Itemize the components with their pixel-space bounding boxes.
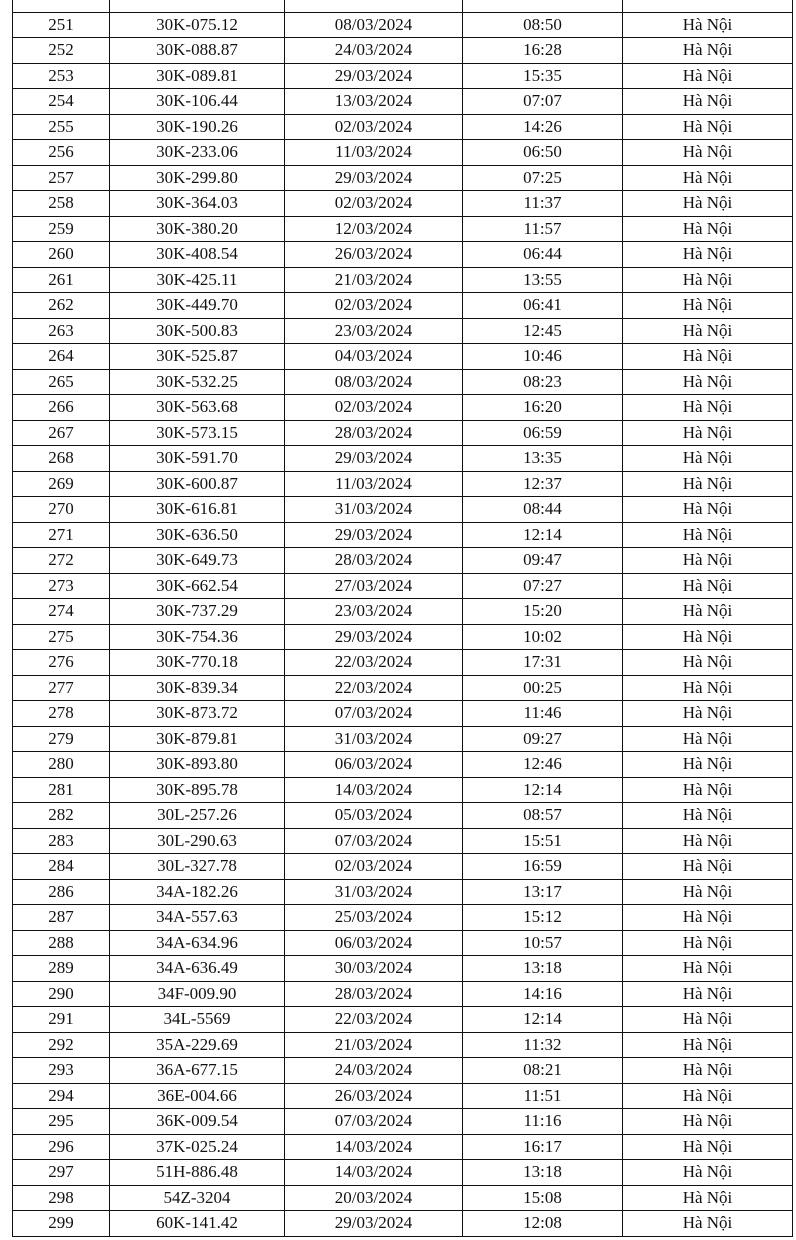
cell-location: Hà Nội: [623, 1211, 793, 1237]
table-row: [13, 675, 793, 701]
cell-location: Hà Nội: [623, 293, 793, 319]
cell-plate: 30L-327.78: [110, 854, 285, 880]
cell-plate: 30L-290.63: [110, 828, 285, 854]
table-row: [13, 956, 793, 982]
cell-plate: 30K-532.25: [110, 369, 285, 395]
cell-location: Hà Nội: [623, 879, 793, 905]
cell-stt: 265: [13, 369, 110, 395]
cell-empty: [13, 0, 110, 12]
cell-plate: 30K-839.34: [110, 675, 285, 701]
cell-location: Hà Nội: [623, 522, 793, 548]
cell-date: 29/03/2024: [285, 446, 463, 472]
cell-plate: 30K-088.87: [110, 38, 285, 64]
table-row: [13, 242, 793, 268]
cell-time: 16:59: [463, 854, 623, 880]
cell-stt: 282: [13, 803, 110, 829]
cell-location: Hà Nội: [623, 1007, 793, 1033]
cell-stt: 279: [13, 726, 110, 752]
cell-stt: 252: [13, 38, 110, 64]
cell-time: 14:16: [463, 981, 623, 1007]
cell-date: 29/03/2024: [285, 165, 463, 191]
cell-location: Hà Nội: [623, 1109, 793, 1135]
cell-location: Hà Nội: [623, 114, 793, 140]
table-row: [13, 522, 793, 548]
cell-date: 08/03/2024: [285, 12, 463, 38]
cell-time: 09:27: [463, 726, 623, 752]
cell-date: 21/03/2024: [285, 1032, 463, 1058]
cell-plate: 54Z-3204: [110, 1185, 285, 1211]
table-row: [13, 216, 793, 242]
cell-empty: [463, 0, 623, 12]
cell-stt: 277: [13, 675, 110, 701]
cell-plate: 30K-364.03: [110, 191, 285, 217]
cell-location: Hà Nội: [623, 165, 793, 191]
cell-date: 26/03/2024: [285, 242, 463, 268]
cell-stt: 295: [13, 1109, 110, 1135]
cell-stt: 280: [13, 752, 110, 778]
cell-stt: 276: [13, 650, 110, 676]
cell-date: 02/03/2024: [285, 293, 463, 319]
cell-date: 14/03/2024: [285, 777, 463, 803]
cell-location: Hà Nội: [623, 650, 793, 676]
cell-time: 00:25: [463, 675, 623, 701]
cell-plate: 30K-500.83: [110, 318, 285, 344]
cell-time: 10:02: [463, 624, 623, 650]
table-row: [13, 89, 793, 115]
cell-date: 22/03/2024: [285, 650, 463, 676]
cell-date: 27/03/2024: [285, 573, 463, 599]
table-row: [13, 599, 793, 625]
cell-date: 31/03/2024: [285, 497, 463, 523]
cell-date: 23/03/2024: [285, 599, 463, 625]
cell-plate: 36K-009.54: [110, 1109, 285, 1135]
cell-time: 17:31: [463, 650, 623, 676]
cell-plate: 30K-233.06: [110, 140, 285, 166]
cell-plate: 36E-004.66: [110, 1083, 285, 1109]
cell-date: 12/03/2024: [285, 216, 463, 242]
cell-plate: 30K-591.70: [110, 446, 285, 472]
cell-date: 08/03/2024: [285, 369, 463, 395]
cell-stt: 298: [13, 1185, 110, 1211]
cell-date: 02/03/2024: [285, 854, 463, 880]
cell-stt: 255: [13, 114, 110, 140]
cell-plate: 30K-895.78: [110, 777, 285, 803]
cell-date: 26/03/2024: [285, 1083, 463, 1109]
cell-plate: 37K-025.24: [110, 1134, 285, 1160]
cell-date: 02/03/2024: [285, 191, 463, 217]
cell-date: 02/03/2024: [285, 114, 463, 140]
cell-time: 09:47: [463, 548, 623, 574]
cell-time: 08:50: [463, 12, 623, 38]
table-row: [13, 1032, 793, 1058]
cell-stt: 288: [13, 930, 110, 956]
cell-stt: 254: [13, 89, 110, 115]
cell-stt: 261: [13, 267, 110, 293]
cell-location: Hà Nội: [623, 624, 793, 650]
table-row: [13, 650, 793, 676]
cell-stt: 297: [13, 1160, 110, 1186]
cell-location: Hà Nội: [623, 726, 793, 752]
table-row: [13, 854, 793, 880]
cell-time: 13:35: [463, 446, 623, 472]
cell-time: 10:57: [463, 930, 623, 956]
cell-location: Hà Nội: [623, 854, 793, 880]
cell-stt: 292: [13, 1032, 110, 1058]
table-row: [13, 1134, 793, 1160]
cell-location: Hà Nội: [623, 369, 793, 395]
cell-time: 11:16: [463, 1109, 623, 1135]
cell-plate: 51H-886.48: [110, 1160, 285, 1186]
cell-date: 06/03/2024: [285, 752, 463, 778]
cell-plate: 30K-636.50: [110, 522, 285, 548]
cell-plate: 60K-141.42: [110, 1211, 285, 1237]
cell-date: 13/03/2024: [285, 89, 463, 115]
cell-stt: 269: [13, 471, 110, 497]
table-body: [13, 0, 793, 1236]
cell-stt: 270: [13, 497, 110, 523]
table-row: [13, 905, 793, 931]
table-row: [13, 1160, 793, 1186]
cell-location: Hà Nội: [623, 573, 793, 599]
cell-stt: 293: [13, 1058, 110, 1084]
cell-location: Hà Nội: [623, 548, 793, 574]
cell-plate: 34L-5569: [110, 1007, 285, 1033]
cell-stt: 296: [13, 1134, 110, 1160]
cell-time: 15:35: [463, 63, 623, 89]
cell-date: 22/03/2024: [285, 675, 463, 701]
cell-location: Hà Nội: [623, 981, 793, 1007]
cell-location: Hà Nội: [623, 1032, 793, 1058]
cell-empty: [285, 0, 463, 12]
cell-time: 11:51: [463, 1083, 623, 1109]
cell-date: 23/03/2024: [285, 318, 463, 344]
cell-plate: 30K-879.81: [110, 726, 285, 752]
cell-date: 24/03/2024: [285, 38, 463, 64]
cell-date: 29/03/2024: [285, 1211, 463, 1237]
cell-location: Hà Nội: [623, 599, 793, 625]
table-row: [13, 1058, 793, 1084]
cell-stt: 299: [13, 1211, 110, 1237]
cell-location: Hà Nội: [623, 89, 793, 115]
cell-location: Hà Nội: [623, 318, 793, 344]
cell-plate: 30K-089.81: [110, 63, 285, 89]
cell-time: 06:41: [463, 293, 623, 319]
table-row: [13, 777, 793, 803]
cell-stt: 266: [13, 395, 110, 421]
cell-time: 12:45: [463, 318, 623, 344]
cell-date: 11/03/2024: [285, 140, 463, 166]
cell-location: Hà Nội: [623, 242, 793, 268]
cell-time: 08:23: [463, 369, 623, 395]
table-row: [13, 293, 793, 319]
cell-time: 15:12: [463, 905, 623, 931]
table-row: [13, 930, 793, 956]
cell-stt: 273: [13, 573, 110, 599]
cell-date: 22/03/2024: [285, 1007, 463, 1033]
cell-date: 14/03/2024: [285, 1134, 463, 1160]
cell-stt: 268: [13, 446, 110, 472]
cell-date: 20/03/2024: [285, 1185, 463, 1211]
table-row: [13, 267, 793, 293]
cell-location: Hà Nội: [623, 803, 793, 829]
cell-stt: 272: [13, 548, 110, 574]
cell-plate: 30K-449.70: [110, 293, 285, 319]
cell-stt: 286: [13, 879, 110, 905]
cell-location: Hà Nội: [623, 395, 793, 421]
cell-date: 31/03/2024: [285, 879, 463, 905]
cell-location: Hà Nội: [623, 930, 793, 956]
cell-stt: 260: [13, 242, 110, 268]
cell-plate: 30K-737.29: [110, 599, 285, 625]
cell-time: 16:28: [463, 38, 623, 64]
cell-stt: 283: [13, 828, 110, 854]
cell-time: 13:17: [463, 879, 623, 905]
cell-date: 04/03/2024: [285, 344, 463, 370]
cell-date: 02/03/2024: [285, 395, 463, 421]
cell-date: 07/03/2024: [285, 701, 463, 727]
cell-plate: 30K-649.73: [110, 548, 285, 574]
cell-location: Hà Nội: [623, 828, 793, 854]
cell-time: 16:20: [463, 395, 623, 421]
table-row: [13, 63, 793, 89]
cell-date: 28/03/2024: [285, 548, 463, 574]
cell-time: 13:18: [463, 956, 623, 982]
cell-time: 12:46: [463, 752, 623, 778]
cell-plate: 30K-754.36: [110, 624, 285, 650]
cell-plate: 30K-299.80: [110, 165, 285, 191]
table-row: [13, 165, 793, 191]
cell-location: Hà Nội: [623, 1185, 793, 1211]
table-row: [13, 1109, 793, 1135]
cell-location: Hà Nội: [623, 701, 793, 727]
cell-time: 08:21: [463, 1058, 623, 1084]
violations-table: [12, 0, 793, 1237]
cell-plate: 30K-873.72: [110, 701, 285, 727]
cell-time: 08:44: [463, 497, 623, 523]
cell-plate: 30K-106.44: [110, 89, 285, 115]
cell-time: 08:57: [463, 803, 623, 829]
cell-time: 16:17: [463, 1134, 623, 1160]
table-row: [13, 803, 793, 829]
table-row: [13, 12, 793, 38]
table-row: [13, 1007, 793, 1033]
cell-stt: 256: [13, 140, 110, 166]
cell-plate: 30K-573.15: [110, 420, 285, 446]
cell-location: Hà Nội: [623, 216, 793, 242]
cell-plate: 30K-616.81: [110, 497, 285, 523]
cell-location: Hà Nội: [623, 471, 793, 497]
cell-stt: 263: [13, 318, 110, 344]
cell-date: 11/03/2024: [285, 471, 463, 497]
cell-stt: 271: [13, 522, 110, 548]
cell-location: Hà Nội: [623, 777, 793, 803]
cell-time: 06:44: [463, 242, 623, 268]
cell-location: Hà Nội: [623, 267, 793, 293]
table-row: [13, 420, 793, 446]
cell-time: 07:07: [463, 89, 623, 115]
cell-plate: 30K-408.54: [110, 242, 285, 268]
cell-location: Hà Nội: [623, 1058, 793, 1084]
cell-date: 14/03/2024: [285, 1160, 463, 1186]
cell-plate: 30L-257.26: [110, 803, 285, 829]
cell-location: Hà Nội: [623, 1160, 793, 1186]
cell-location: Hà Nội: [623, 446, 793, 472]
cell-date: 24/03/2024: [285, 1058, 463, 1084]
table-row: [13, 446, 793, 472]
cell-plate: 30K-770.18: [110, 650, 285, 676]
cell-time: 14:26: [463, 114, 623, 140]
cell-location: Hà Nội: [623, 344, 793, 370]
cell-location: Hà Nội: [623, 497, 793, 523]
cell-date: 29/03/2024: [285, 522, 463, 548]
cell-stt: 275: [13, 624, 110, 650]
cell-time: 12:08: [463, 1211, 623, 1237]
table-row: [13, 752, 793, 778]
table-row: [13, 573, 793, 599]
cell-stt: 251: [13, 12, 110, 38]
table-row: [13, 548, 793, 574]
cell-stt: 289: [13, 956, 110, 982]
table-row: [13, 828, 793, 854]
cell-date: 25/03/2024: [285, 905, 463, 931]
cell-plate: 30K-190.26: [110, 114, 285, 140]
cell-date: 28/03/2024: [285, 420, 463, 446]
cell-stt: 264: [13, 344, 110, 370]
cell-stt: 262: [13, 293, 110, 319]
cell-time: 11:37: [463, 191, 623, 217]
cell-time: 06:59: [463, 420, 623, 446]
table-row: [13, 497, 793, 523]
cell-time: 07:27: [463, 573, 623, 599]
cell-date: 29/03/2024: [285, 63, 463, 89]
cell-plate: 30K-525.87: [110, 344, 285, 370]
cell-time: 15:20: [463, 599, 623, 625]
cell-plate: 34A-557.63: [110, 905, 285, 931]
table-row: [13, 114, 793, 140]
cell-stt: 294: [13, 1083, 110, 1109]
cell-stt: 267: [13, 420, 110, 446]
cell-stt: 284: [13, 854, 110, 880]
cell-plate: 35A-229.69: [110, 1032, 285, 1058]
table-row: [13, 395, 793, 421]
cell-time: 12:37: [463, 471, 623, 497]
table-row: [13, 38, 793, 64]
cell-date: 06/03/2024: [285, 930, 463, 956]
cell-plate: 30K-425.11: [110, 267, 285, 293]
cell-time: 10:46: [463, 344, 623, 370]
table-row: [13, 624, 793, 650]
cell-date: 21/03/2024: [285, 267, 463, 293]
cell-time: 06:50: [463, 140, 623, 166]
cell-plate: 34A-636.49: [110, 956, 285, 982]
cell-date: 07/03/2024: [285, 1109, 463, 1135]
cell-location: Hà Nội: [623, 1134, 793, 1160]
cell-empty: [623, 0, 793, 12]
cell-plate: 30K-600.87: [110, 471, 285, 497]
cell-stt: 281: [13, 777, 110, 803]
table-row: [13, 344, 793, 370]
table-row: [13, 471, 793, 497]
cell-time: 11:46: [463, 701, 623, 727]
table-row: [13, 1083, 793, 1109]
cell-plate: 36A-677.15: [110, 1058, 285, 1084]
cell-location: Hà Nội: [623, 1083, 793, 1109]
cell-plate: 34A-634.96: [110, 930, 285, 956]
cell-location: Hà Nội: [623, 140, 793, 166]
table-row: [13, 701, 793, 727]
cell-date: 07/03/2024: [285, 828, 463, 854]
cell-time: 11:57: [463, 216, 623, 242]
table-row: [13, 981, 793, 1007]
cell-time: 13:55: [463, 267, 623, 293]
cell-time: 07:25: [463, 165, 623, 191]
cell-date: 28/03/2024: [285, 981, 463, 1007]
table-row: [13, 879, 793, 905]
cell-stt: 259: [13, 216, 110, 242]
cell-location: Hà Nội: [623, 905, 793, 931]
cell-plate: 30K-662.54: [110, 573, 285, 599]
table-row: [13, 1211, 793, 1237]
cell-stt: 290: [13, 981, 110, 1007]
table-row: [13, 369, 793, 395]
cell-location: Hà Nội: [623, 752, 793, 778]
cell-time: 15:08: [463, 1185, 623, 1211]
cell-plate: 30K-075.12: [110, 12, 285, 38]
cell-location: Hà Nội: [623, 675, 793, 701]
cell-location: Hà Nội: [623, 191, 793, 217]
cell-plate: 30K-893.80: [110, 752, 285, 778]
cell-stt: 274: [13, 599, 110, 625]
cell-stt: 253: [13, 63, 110, 89]
table-row: [13, 1185, 793, 1211]
cell-plate: 34F-009.90: [110, 981, 285, 1007]
cell-time: 12:14: [463, 777, 623, 803]
cell-time: 12:14: [463, 1007, 623, 1033]
cell-stt: 258: [13, 191, 110, 217]
cell-stt: 278: [13, 701, 110, 727]
cell-location: Hà Nội: [623, 956, 793, 982]
table-row: [13, 191, 793, 217]
cell-date: 31/03/2024: [285, 726, 463, 752]
cell-time: 12:14: [463, 522, 623, 548]
cell-plate: 30K-563.68: [110, 395, 285, 421]
cell-plate: 30K-380.20: [110, 216, 285, 242]
cell-stt: 257: [13, 165, 110, 191]
cell-time: 13:18: [463, 1160, 623, 1186]
cell-date: 29/03/2024: [285, 624, 463, 650]
table-row-partial: [13, 0, 793, 12]
cell-location: Hà Nội: [623, 63, 793, 89]
cell-time: 11:32: [463, 1032, 623, 1058]
cell-time: 15:51: [463, 828, 623, 854]
cell-date: 30/03/2024: [285, 956, 463, 982]
table-row: [13, 726, 793, 752]
table-row: [13, 318, 793, 344]
cell-stt: 287: [13, 905, 110, 931]
cell-location: Hà Nội: [623, 12, 793, 38]
cell-date: 05/03/2024: [285, 803, 463, 829]
cell-location: Hà Nội: [623, 38, 793, 64]
cell-stt: 291: [13, 1007, 110, 1033]
table-row: [13, 140, 793, 166]
cell-location: Hà Nội: [623, 420, 793, 446]
cell-plate: 34A-182.26: [110, 879, 285, 905]
cell-empty: [110, 0, 285, 12]
